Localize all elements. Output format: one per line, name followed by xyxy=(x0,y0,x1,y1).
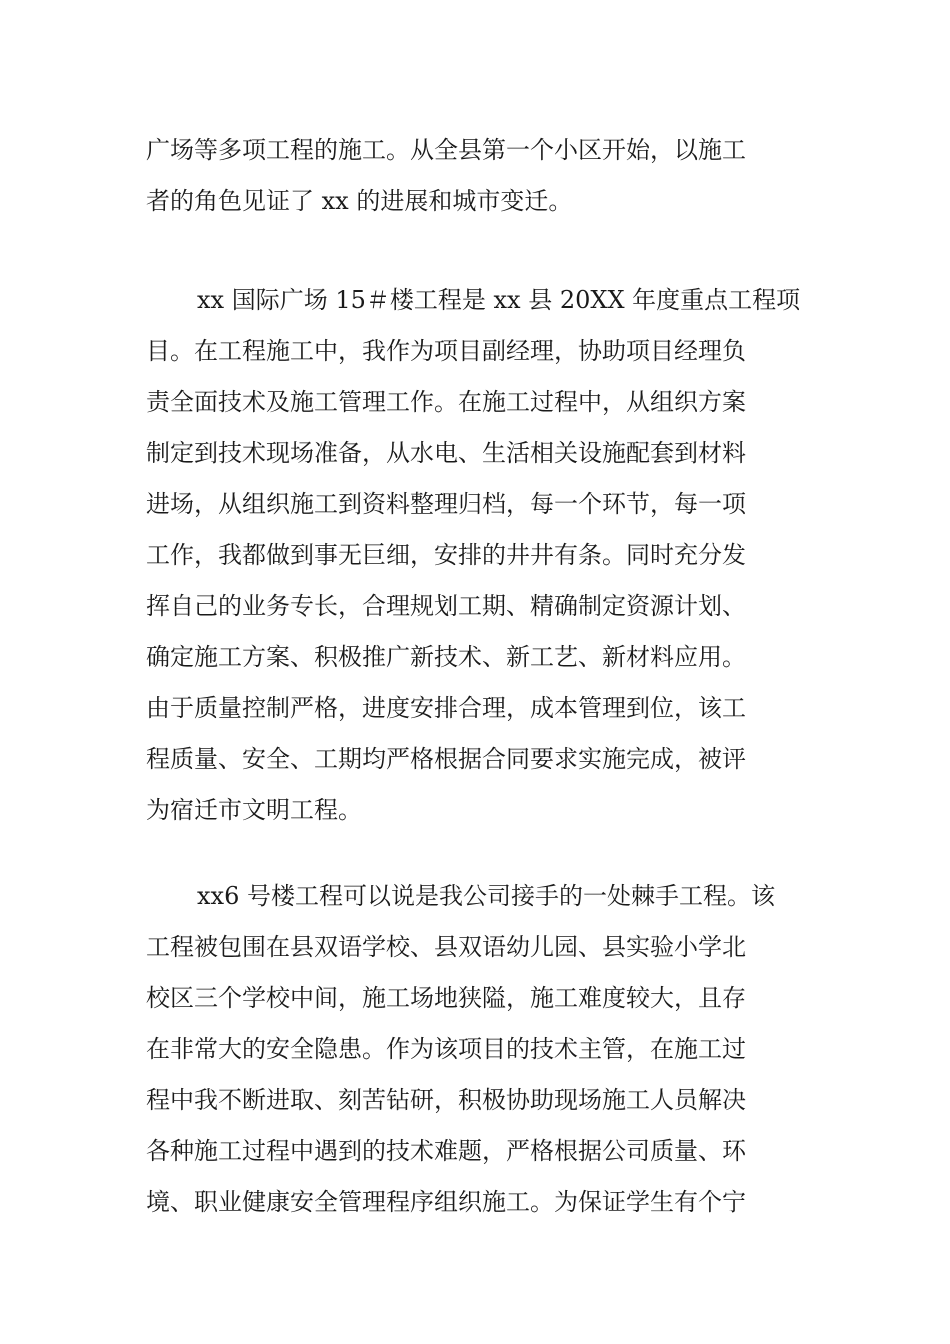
text-line: 广场等多项工程的施工。从全县第一个小区开始，以施工 xyxy=(146,136,746,164)
paragraph-continuation xyxy=(146,125,816,227)
text-line: 制定到技术现场准备，从水电、生活相关设施配套到材料 xyxy=(146,439,746,467)
text-line: 在非常大的安全隐患。作为该项目的技术主管，在施工过 xyxy=(146,1035,746,1063)
text-line-first: xx 国际广场 15＃楼工程是 xx 县 20XX 年度重点工程项 xyxy=(197,286,801,314)
text-line: 程质量、安全、工期均严格根据合同要求实施完成，被评 xyxy=(146,745,746,773)
text-line: 进场，从组织施工到资料整理归档，每一个环节，每一项 xyxy=(146,490,746,518)
paragraph-international-plaza xyxy=(146,275,816,836)
paragraph-building-6 xyxy=(146,871,816,1228)
text-line-first: xx6 号楼工程可以说是我公司接手的一处棘手工程。该 xyxy=(197,882,775,910)
text-line: 者的角色见证了 xx 的进展和城市变迁。 xyxy=(146,187,573,215)
text-line: 由于质量控制严格，进度安排合理，成本管理到位，该工 xyxy=(146,694,746,722)
text-line: 目。在工程施工中，我作为项目副经理，协助项目经理负 xyxy=(146,337,746,365)
text-line: 为宿迁市文明工程。 xyxy=(146,796,362,824)
text-line: 各种施工过程中遇到的技术难题，严格根据公司质量、环 xyxy=(146,1137,746,1165)
text-line: 挥自己的业务专长，合理规划工期、精确制定资源计划、 xyxy=(146,592,746,620)
text-line: 工作，我都做到事无巨细，安排的井井有条。同时充分发 xyxy=(146,541,746,569)
text-line: 境、职业健康安全管理程序组织施工。为保证学生有个宁 xyxy=(146,1188,746,1216)
text-line: 责全面技术及施工管理工作。在施工过程中，从组织方案 xyxy=(146,388,746,416)
text-line: 程中我不断进取、刻苦钻研，积极协助现场施工人员解决 xyxy=(146,1086,746,1114)
text-line: 工程被包围在县双语学校、县双语幼儿园、县实验小学北 xyxy=(146,933,746,961)
text-line: 确定施工方案、积极推广新技术、新工艺、新材料应用。 xyxy=(146,643,746,671)
text-line: 校区三个学校中间，施工场地狭隘，施工难度较大，且存 xyxy=(146,984,746,1012)
